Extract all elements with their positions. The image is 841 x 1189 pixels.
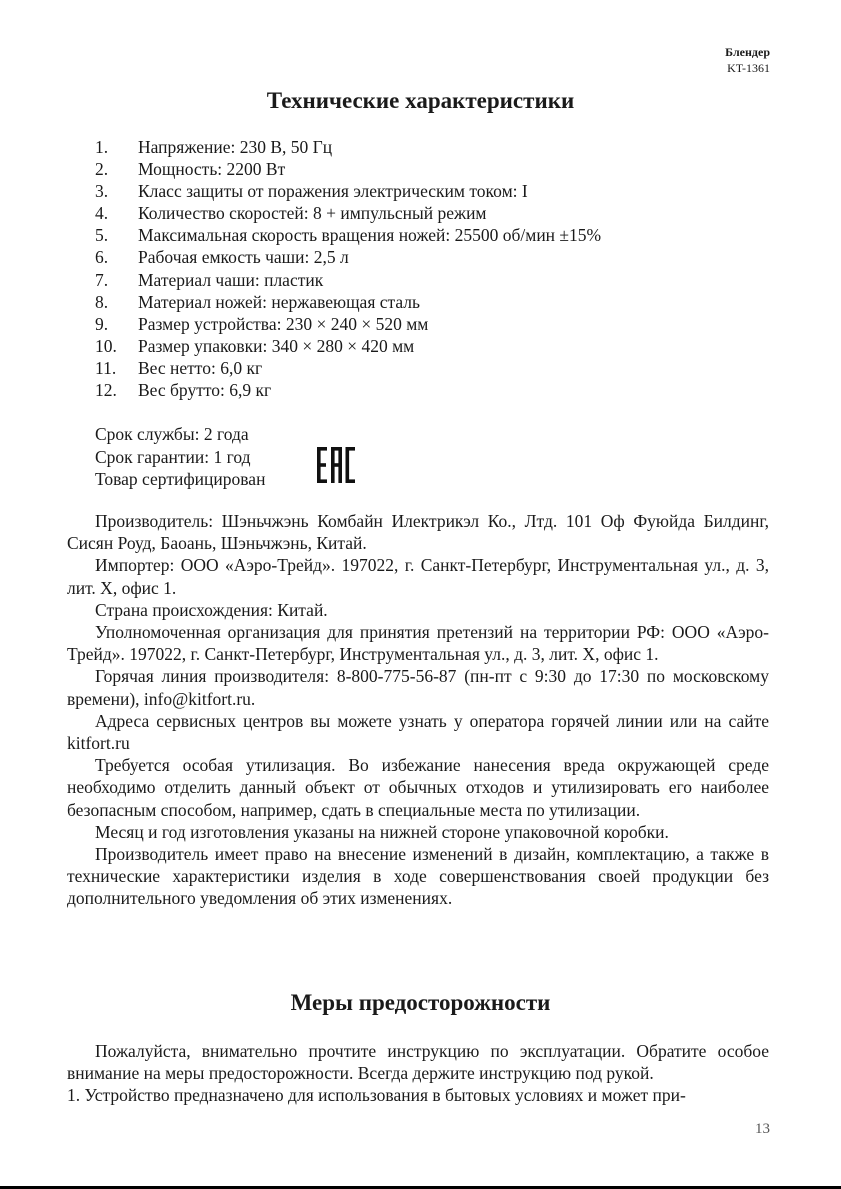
list-item: 1. Напряжение: 230 В, 50 Гц [95,137,333,157]
safety-text [67,1040,769,1107]
paragraph-disposal: Требуется особая утилизация. Во избежание нанесения вреда окружающей среде необходимо отделить данный объект от обычных отходов и утилизировать его наиболее безопасным способом, например, сдать в специальные места по утилизации. [67,755,769,820]
list-item: 9. Размер устройства: 230 × 240 × 520 мм [95,313,429,334]
paragraph-hotline: Горячая линия производителя: 8-800-775-56-87 (пн-пт с 9:30 до 17:30 по московскому времени), info@kitfort.ru. [67,666,769,709]
paragraph-origin: Страна происхождения: Китай. [95,599,328,620]
safety-intro: Пожалуйста, внимательно прочтите инструкцию по эксплуатации. Обратите особое внимание на меры предосторожности. Всегда держите инструкцию под рукой. [67,1041,769,1084]
paragraph-changes: Производитель имеет право на внесение изменений в дизайн, комплектацию, а также в технические характеристики изделия в ходе совершенствования своей продукции без дополнительного уведомления об этих изменениях. [67,844,769,909]
header-product [725,44,770,76]
list-item: 6. Рабочая емкость чаши: 2,5 л [95,247,349,268]
page-number: 13 [755,1121,770,1137]
list-item: 5. Максимальная скорость вращения ножей: 25500 об/мин ±15% [95,225,602,246]
service-life: Срок службы: 2 года [95,424,249,444]
paragraph-manufacturer: Производитель: Шэньчжэнь Комбайн Илектрикэл Ко., Лтд. 101 Оф Фуюйда Билдинг, Сисян Роуд, Баоань, Шэньчжэнь, Китай. [67,511,769,554]
service-info [95,423,265,491]
list-item: 3. Класс защиты от поражения электрическим током: I [95,181,528,202]
list-item: 4. Количество скоростей: 8 + импульсный режим [95,203,487,224]
paragraph-importer: Импортер: ООО «Аэро-Трейд». 197022, г. Санкт-Петербург, Инструментальная ул., д. 3, лит. Х, офис 1. [67,555,769,598]
paragraph-service-centers: Адреса сервисных центров вы можете узнать у оператора горячей линии или на сайте kitfort.ru [67,710,769,754]
list-item: 2. Мощность: 2200 Вт [95,159,286,180]
manufacturer-info [67,510,769,910]
warranty-period: Срок гарантии: 1 год [95,446,251,467]
list-item: 10. Размер упаковки: 340 × 280 × 420 мм [95,335,415,356]
paragraph-manufacture-date: Месяц и год изготовления указаны на нижней стороне упаковочной коробки. [95,821,669,842]
specs-list [95,136,601,401]
safety-title: Меры предосторожности [290,990,551,1015]
list-item: 11. Вес нетто: 6,0 кг [95,357,263,378]
certification-note: Товар сертифицирован [95,469,266,489]
product-model: KT-1361 [727,61,770,75]
list-item: 12. Вес брутто: 6,9 кг [95,380,272,401]
list-item: 8. Материал ножей: нержавеющая сталь [95,291,421,312]
product-name: Блендер [725,45,770,59]
paragraph-authorized-org: Уполномоченная организация для принятия претензий на территории РФ: ООО «Аэро-Трейд». 197022, г. Санкт-Петербург, Инструментальная ул., д. 3, лит. Х, офис 1. [67,622,769,665]
list-item: 7. Материал чаши: пластик [95,269,324,290]
specs-title: Технические характеристики [266,88,575,113]
eac-mark-icon [316,445,356,485]
safety-item-1: 1. Устройство предназначено для использования в бытовых условиях и может при- [67,1085,686,1106]
